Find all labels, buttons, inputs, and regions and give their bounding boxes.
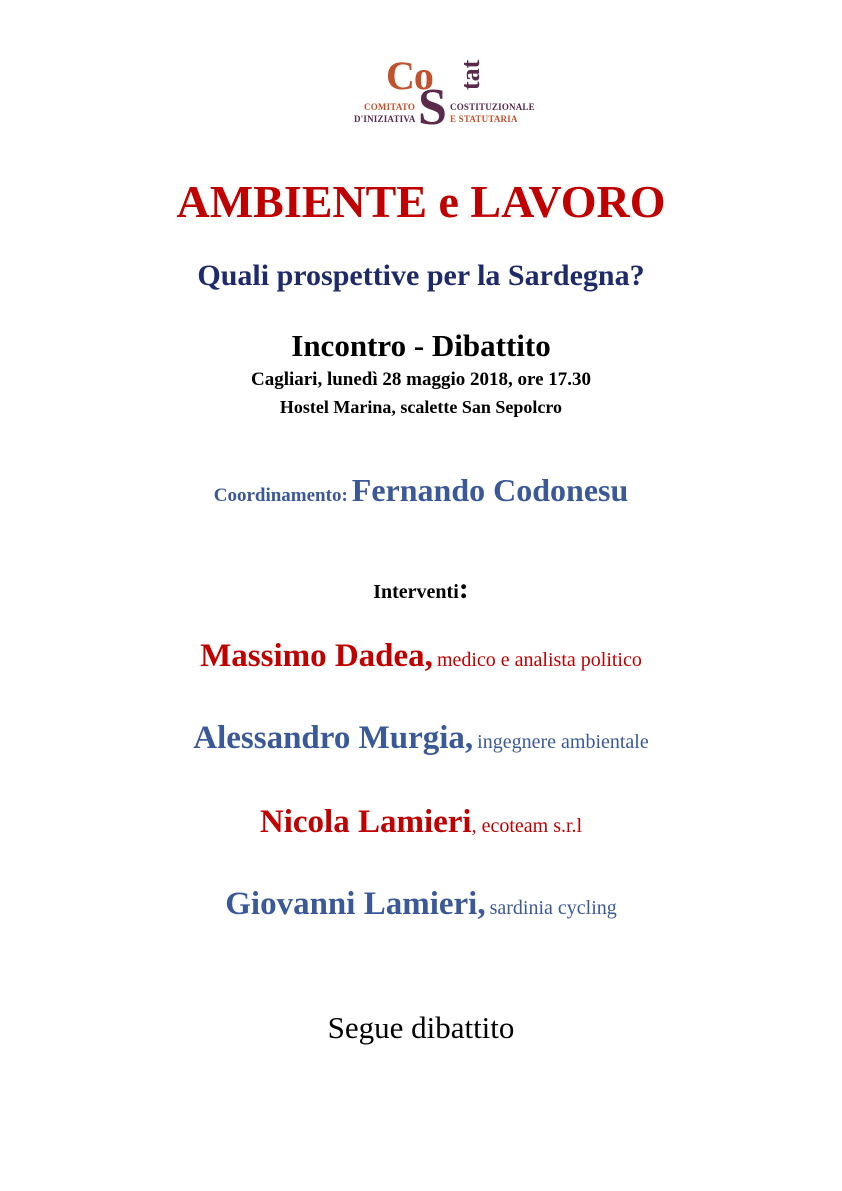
interventi-colon: : xyxy=(458,572,469,605)
event-venue: Hostel Marina, scalette San Sepolcro xyxy=(279,397,563,417)
logo-iniziativa: D'INIZIATIVA xyxy=(354,114,416,124)
speaker-name: Massimo Dadea, xyxy=(200,638,433,674)
speaker-item xyxy=(0,884,842,930)
costat-logo xyxy=(340,52,540,136)
coordinator-name: Fernando Codonesu xyxy=(351,472,629,508)
follow-up-note: Segue dibattito xyxy=(327,1010,515,1045)
logo-s-text: S xyxy=(418,79,447,136)
coordination-line xyxy=(0,470,842,517)
logo-tat-vertical xyxy=(458,58,498,88)
coordination-label: Coordinamento: xyxy=(213,485,348,506)
speaker-item xyxy=(0,636,842,682)
speaker-role: sardinia cycling xyxy=(489,897,617,919)
logo-costituzionale: COSTITUZIONALE xyxy=(450,102,535,112)
speaker-role: medico e analista politico xyxy=(436,649,642,671)
interventi-heading xyxy=(0,574,842,607)
event-subtitle: Quali prospettive per la Sardegna? xyxy=(197,259,645,292)
speaker-name: Giovanni Lamieri, xyxy=(225,886,486,922)
event-date: Cagliari, lunedì 28 maggio 2018, ore 17.30 xyxy=(250,369,592,390)
speaker-role: , ecoteam s.r.l xyxy=(471,815,583,837)
speaker-name: Alessandro Murgia, xyxy=(193,720,474,756)
logo-comitato: COMITATO xyxy=(364,102,416,112)
speaker-item xyxy=(0,718,842,764)
logo-tat-text: tat xyxy=(456,59,485,90)
interventi-label: Interventi xyxy=(373,581,459,603)
event-type: Incontro - Dibattito xyxy=(291,328,551,363)
speaker-role: ingegnere ambientale xyxy=(477,731,649,753)
logo-co-text: Co xyxy=(386,53,433,98)
logo-statutaria: E STATUTARIA xyxy=(450,114,518,124)
speaker-name: Nicola Lamieri xyxy=(259,804,472,840)
speaker-item xyxy=(0,802,842,848)
event-title: AMBIENTE e LAVORO xyxy=(176,176,666,227)
